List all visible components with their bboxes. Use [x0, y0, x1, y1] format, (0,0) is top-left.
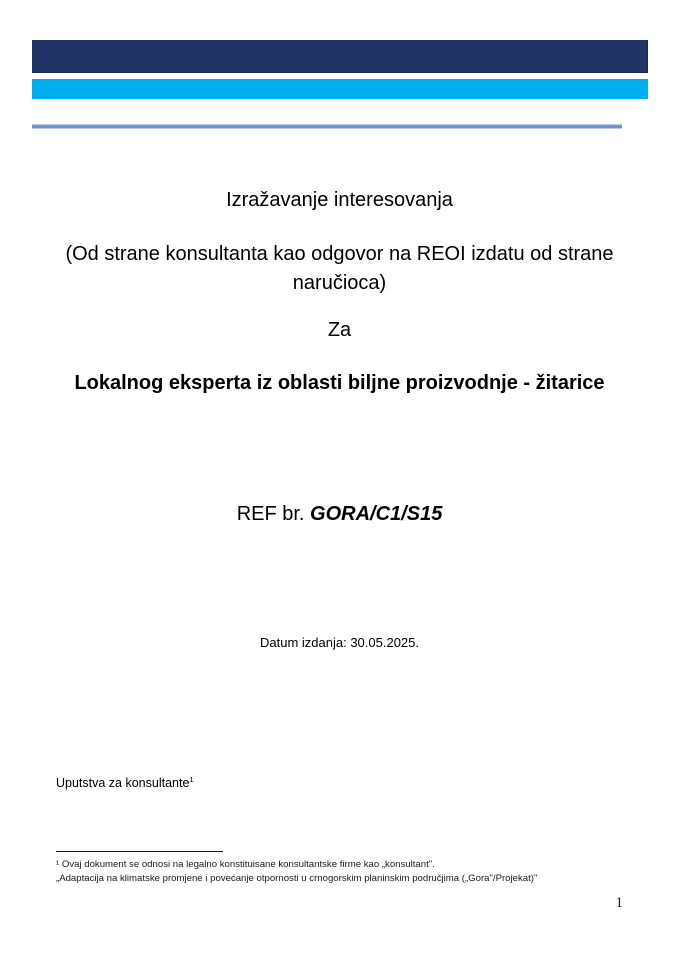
footnote-block: [56, 858, 636, 886]
for-label: Za: [327, 319, 352, 341]
footnote-separator: [56, 851, 223, 852]
banner-bar-cyan: [32, 79, 648, 99]
instructions-line: [56, 775, 194, 792]
footnote-2: „Adaptacija na klimatske promjene i povećanje otpornosti u crnogorskim planinskim područjima („Gora"/Projekat)": [56, 873, 538, 884]
position-title: Lokalnog eksperta iz oblasti biljne proizvodnje - žitarice: [74, 372, 605, 394]
page-title: Izražavanje interesovanja: [226, 189, 453, 211]
banner-bar-dark: [32, 40, 648, 73]
reference-label: REF br.: [236, 503, 311, 525]
issue-date: Datum izdanja: 30.05.2025.: [260, 635, 419, 650]
header-banner: [32, 40, 648, 99]
footnote-marker: 1: [189, 774, 194, 784]
reference-line: [56, 500, 623, 528]
footnote-1: ¹ Ovaj dokument se odnosi na legalno konstituisane konsultantske firme kao „konsultant".: [56, 859, 435, 870]
instructions-label: Uputstva za konsultante: [56, 776, 190, 790]
page-number: 1: [615, 895, 623, 911]
reference-code: GORA/C1/S15: [310, 503, 443, 525]
page-subtitle: (Od strane konsultanta kao odgovor na REOI izdatu od strane naručioca): [65, 243, 614, 294]
header-divider-rule: [32, 124, 622, 129]
